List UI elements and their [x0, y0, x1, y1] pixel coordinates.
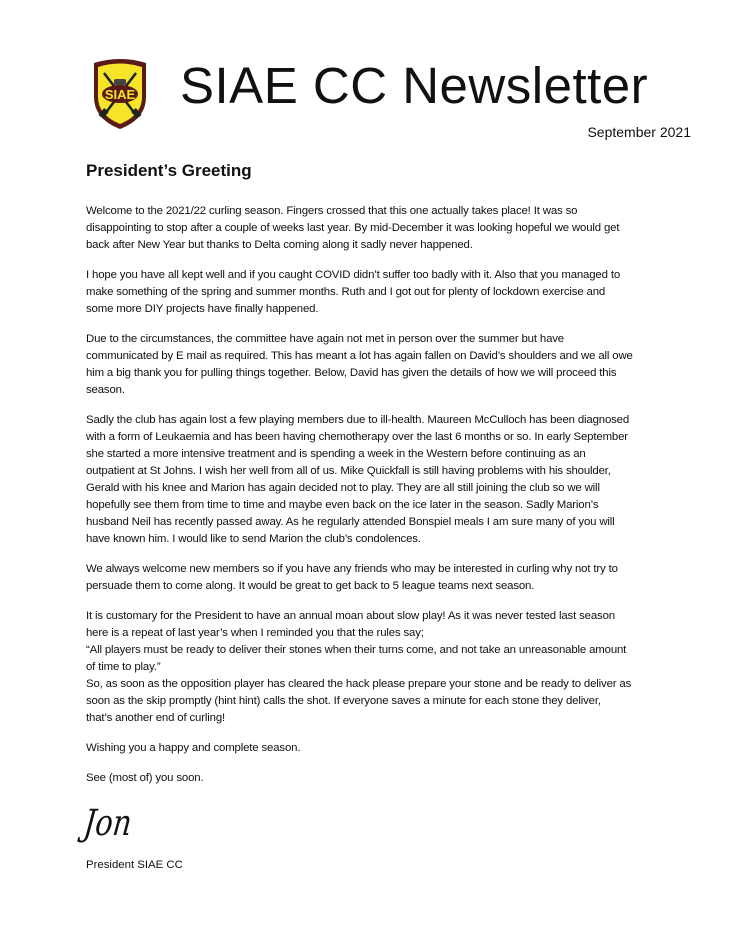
signoff: President SIAE CC: [86, 859, 183, 871]
text-line: Gerald with his knee and Marion has again decided not to play. They are all still joining the club so we will: [86, 482, 600, 494]
text-line: with a form of Leukaemia and has been having chemotherapy over the last 6 months or so. In early September: [86, 431, 628, 443]
text-line: Wishing you a happy and complete season.: [86, 742, 301, 754]
text-line: Due to the circumstances, the committee have again not met in person over the summer but have: [86, 333, 564, 345]
svg-text:SIAE: SIAE: [104, 87, 136, 102]
paragraph: [86, 331, 706, 399]
text-line: Sadly the club has again lost a few playing members due to ill-health. Maureen McCulloch has been diagnosed: [86, 414, 630, 426]
text-line: here is a repeat of last year’s when I reminded you that the rules say;: [86, 627, 424, 639]
text-line: It is customary for the President to have an annual moan about slow play! As it was never tested last season: [86, 610, 615, 622]
text-line: back after New Year but thanks to Delta coming along it sadly never happened.: [86, 239, 473, 251]
text-line: season.: [86, 384, 125, 396]
article-body: [86, 203, 706, 787]
paragraph: [86, 203, 706, 254]
text-line: communicated by E mail as required. This has meant a lot has again fallen on David’s shoulders and we all owe: [86, 350, 633, 362]
paragraph: [86, 608, 706, 727]
newsletter-title: SIAE CC Newsletter: [180, 57, 649, 114]
text-line: See (most of) you soon.: [86, 772, 204, 784]
paragraph: [86, 561, 706, 595]
text-line: some more DIY projects have finally happened.: [86, 303, 319, 315]
text-line: persuade them to come along. It would be great to get back to 5 league teams next season.: [86, 580, 535, 592]
signature: Jon: [81, 803, 134, 844]
text-line: We always welcome new members so if you have any friends who may be interested in curling why not try to: [86, 563, 618, 575]
text-line: she started a more intensive treatment and is spending a week in the Western before continuing as an: [86, 448, 586, 460]
text-line: that’s another end of curling!: [86, 712, 226, 724]
text-line: outpatient at St Johns. I wish her well from all of us. Mike Quickfall is still having problems with his shoulder,: [86, 465, 611, 477]
text-line: I hope you have all kept well and if you caught COVID didn’t suffer too badly with it. Also that you managed to: [86, 269, 621, 281]
text-line: soon as the skip promptly (hint hint) calls the shot. If everyone saves a minute for each stone they deliver,: [86, 695, 601, 707]
text-line: of time to play.”: [86, 661, 161, 673]
text-line: husband Neil has recently passed away. As he regularly attended Bonspiel meals I am sure many of you will: [86, 516, 615, 528]
club-logo: [88, 57, 152, 131]
text-line: hopefully see them from time to time and maybe even back on the ice later in the season. Sadly Marion’s: [86, 499, 599, 511]
text-line: him a big thank you for pulling things together. Below, David has given the details of how we will proceed this: [86, 367, 617, 379]
paragraph: [86, 740, 706, 757]
text-line: disappointing to stop after a couple of weeks last year. By mid-December it was looking hopeful we would get: [86, 222, 620, 234]
text-line: make something of the spring and summer months. Ruth and I got out for plenty of lockdown exercise and: [86, 286, 606, 298]
text-line: “All players must be ready to deliver their stones when their turns come, and not take an unreasonable amount: [86, 644, 627, 656]
text-line: So, as soon as the opposition player has cleared the hack please prepare your stone and be ready to deliver as: [86, 678, 632, 690]
issue-date: September 2021: [587, 124, 691, 140]
text-line: have known him. I would like to send Marion the club’s condolences.: [86, 533, 421, 545]
section-heading: President’s Greeting: [86, 161, 252, 180]
text-line: Welcome to the 2021/22 curling season. Fingers crossed that this one actually takes place! It was so: [86, 205, 578, 217]
paragraph: [86, 412, 706, 548]
paragraph: [86, 267, 706, 318]
paragraph: [86, 770, 706, 787]
